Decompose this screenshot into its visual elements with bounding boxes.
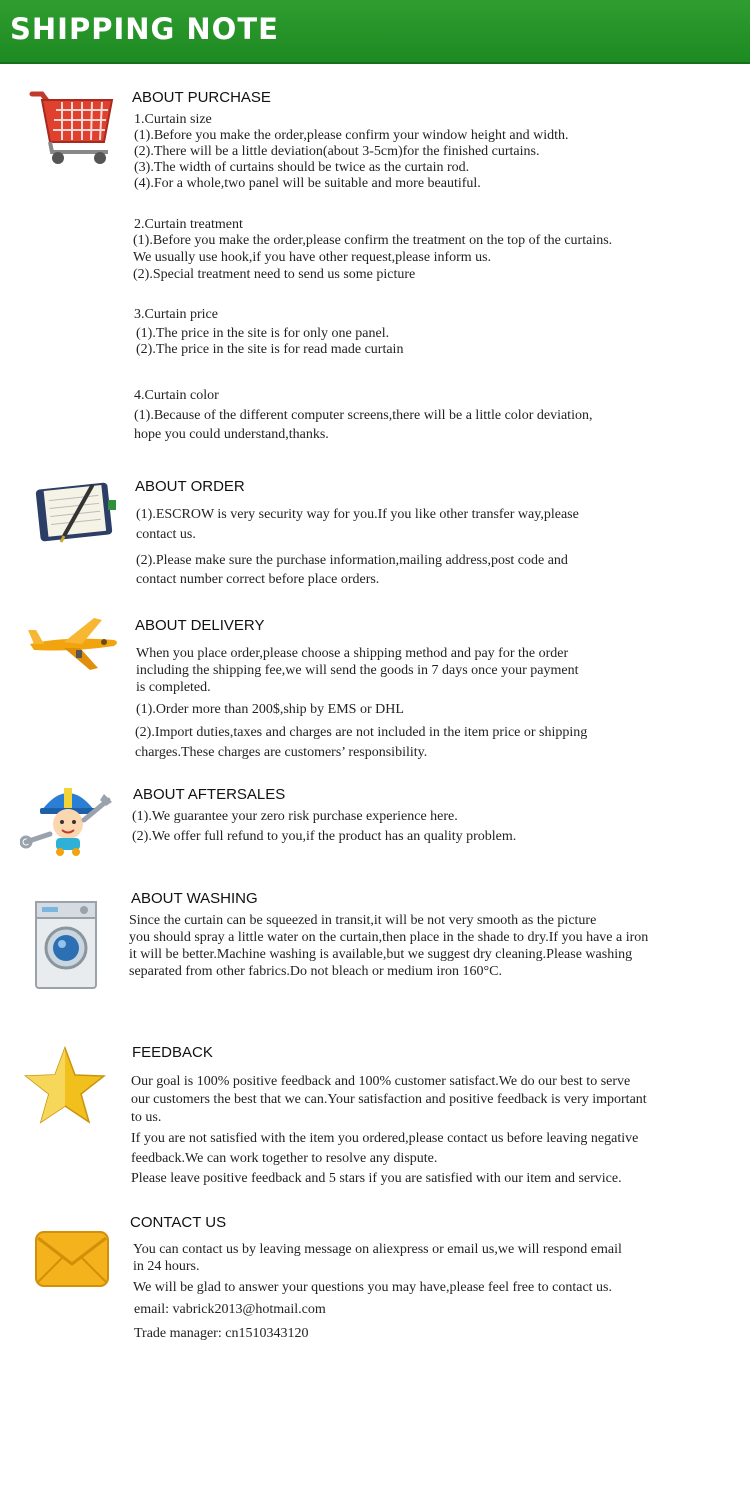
text-line: you should spray a little water on the curtain,then place in the shade to dry.If you have a iron bbox=[129, 930, 649, 945]
text-line: including the shipping fee,we will send the goods in 7 days once your payment bbox=[136, 663, 579, 678]
text-line: Since the curtain can be squeezed in transit,it will be not very smooth as the picture bbox=[129, 913, 597, 928]
text-line: (1).Order more than 200$,ship by EMS or DHL bbox=[136, 702, 404, 717]
text-line: Our goal is 100% positive feedback and 100% customer satisfact.We do our best to serve bbox=[131, 1074, 631, 1089]
airplane-icon bbox=[24, 614, 124, 674]
section-title: ABOUT WASHING bbox=[131, 890, 258, 907]
text-line: (1).ESCROW is very security way for you.If you like other transfer way,please bbox=[136, 507, 579, 522]
text-line: When you place order,please choose a shipping method and pay for the order bbox=[136, 646, 569, 661]
envelope-icon bbox=[34, 1228, 110, 1290]
text-line: (1).We guarantee your zero risk purchase experience here. bbox=[132, 809, 458, 824]
text-line: charges.These charges are customers’ responsibility. bbox=[135, 745, 428, 760]
washing-machine-icon bbox=[34, 900, 98, 990]
header-banner bbox=[0, 0, 750, 64]
section-title: ABOUT PURCHASE bbox=[132, 89, 271, 106]
text-line: 1.Curtain size bbox=[134, 112, 212, 127]
text-line: We usually use hook,if you have other request,please inform us. bbox=[133, 250, 492, 265]
text-line: Please leave positive feedback and 5 stars if you are satisfied with our item and service. bbox=[131, 1171, 622, 1186]
star-icon bbox=[24, 1046, 106, 1124]
text-line: (2).The price in the site is for read made curtain bbox=[136, 342, 404, 357]
text-line: (1).Before you make the order,please confirm your window height and width. bbox=[134, 128, 569, 143]
section-title: FEEDBACK bbox=[132, 1044, 213, 1061]
text-line: 3.Curtain price bbox=[134, 307, 218, 322]
text-line: contact number correct before place orders. bbox=[136, 572, 380, 587]
text-line: (2).Special treatment need to send us some picture bbox=[133, 267, 416, 282]
text-line: our customers the best that we can.Your satisfaction and positive feedback is very important bbox=[131, 1092, 647, 1107]
text-line: it will be better.Machine washing is available,but we suggest dry cleaning.Please washing bbox=[129, 947, 633, 962]
text-line: 4.Curtain color bbox=[134, 388, 219, 403]
repairman-wrench-icon bbox=[20, 780, 116, 856]
section-title: CONTACT US bbox=[130, 1214, 227, 1231]
text-line: If you are not satisfied with the item you ordered,please contact us before leaving negative bbox=[131, 1131, 639, 1146]
text-line: (2).Please make sure the purchase information,mailing address,post code and bbox=[136, 553, 568, 568]
email-text: email: vabrick2013@hotmail.com bbox=[134, 1302, 326, 1317]
text-line: 2.Curtain treatment bbox=[134, 217, 243, 232]
text-line: (2).Import duties,taxes and charges are not included in the item price or shipping bbox=[135, 725, 588, 740]
text-line: is completed. bbox=[136, 680, 211, 695]
trade-manager-text: Trade manager: cn1510343120 bbox=[134, 1326, 309, 1341]
text-line: (1).Because of the different computer screens,there will be a little color deviation, bbox=[134, 408, 593, 423]
text-line: We will be glad to answer your questions you may have,please feel free to contact us. bbox=[133, 1280, 612, 1295]
text-line: feedback.We can work together to resolve any dispute. bbox=[131, 1151, 438, 1166]
text-line: (3).The width of curtains should be twice as the curtain rod. bbox=[134, 160, 470, 175]
section-title: ABOUT ORDER bbox=[135, 478, 245, 495]
text-line: (1).The price in the site is for only one panel. bbox=[136, 326, 390, 341]
text-line: You can contact us by leaving message on aliexpress or email us,we will respond email bbox=[133, 1242, 622, 1257]
text-line: (2).There will be a little deviation(about 3-5cm)for the finished curtains. bbox=[134, 144, 540, 159]
section-title: ABOUT DELIVERY bbox=[135, 617, 265, 634]
text-line: (4).For a whole,two panel will be suitable and more beautiful. bbox=[134, 176, 481, 191]
text-line: to us. bbox=[131, 1110, 162, 1125]
notebook-pen-icon bbox=[34, 480, 120, 544]
text-line: (1).Before you make the order,please confirm the treatment on the top of the curtains. bbox=[133, 233, 613, 248]
shopping-cart-icon bbox=[28, 86, 116, 168]
text-line: hope you could understand,thanks. bbox=[134, 427, 329, 442]
text-line: (2).We offer full refund to you,if the product has an quality problem. bbox=[132, 829, 517, 844]
section-title: ABOUT AFTERSALES bbox=[133, 786, 286, 803]
page-title: SHIPPING NOTE bbox=[10, 12, 279, 46]
text-line: separated from other fabrics.Do not bleach or medium iron 160°C. bbox=[129, 964, 502, 979]
text-line: contact us. bbox=[136, 527, 196, 542]
text-line: in 24 hours. bbox=[133, 1259, 200, 1274]
